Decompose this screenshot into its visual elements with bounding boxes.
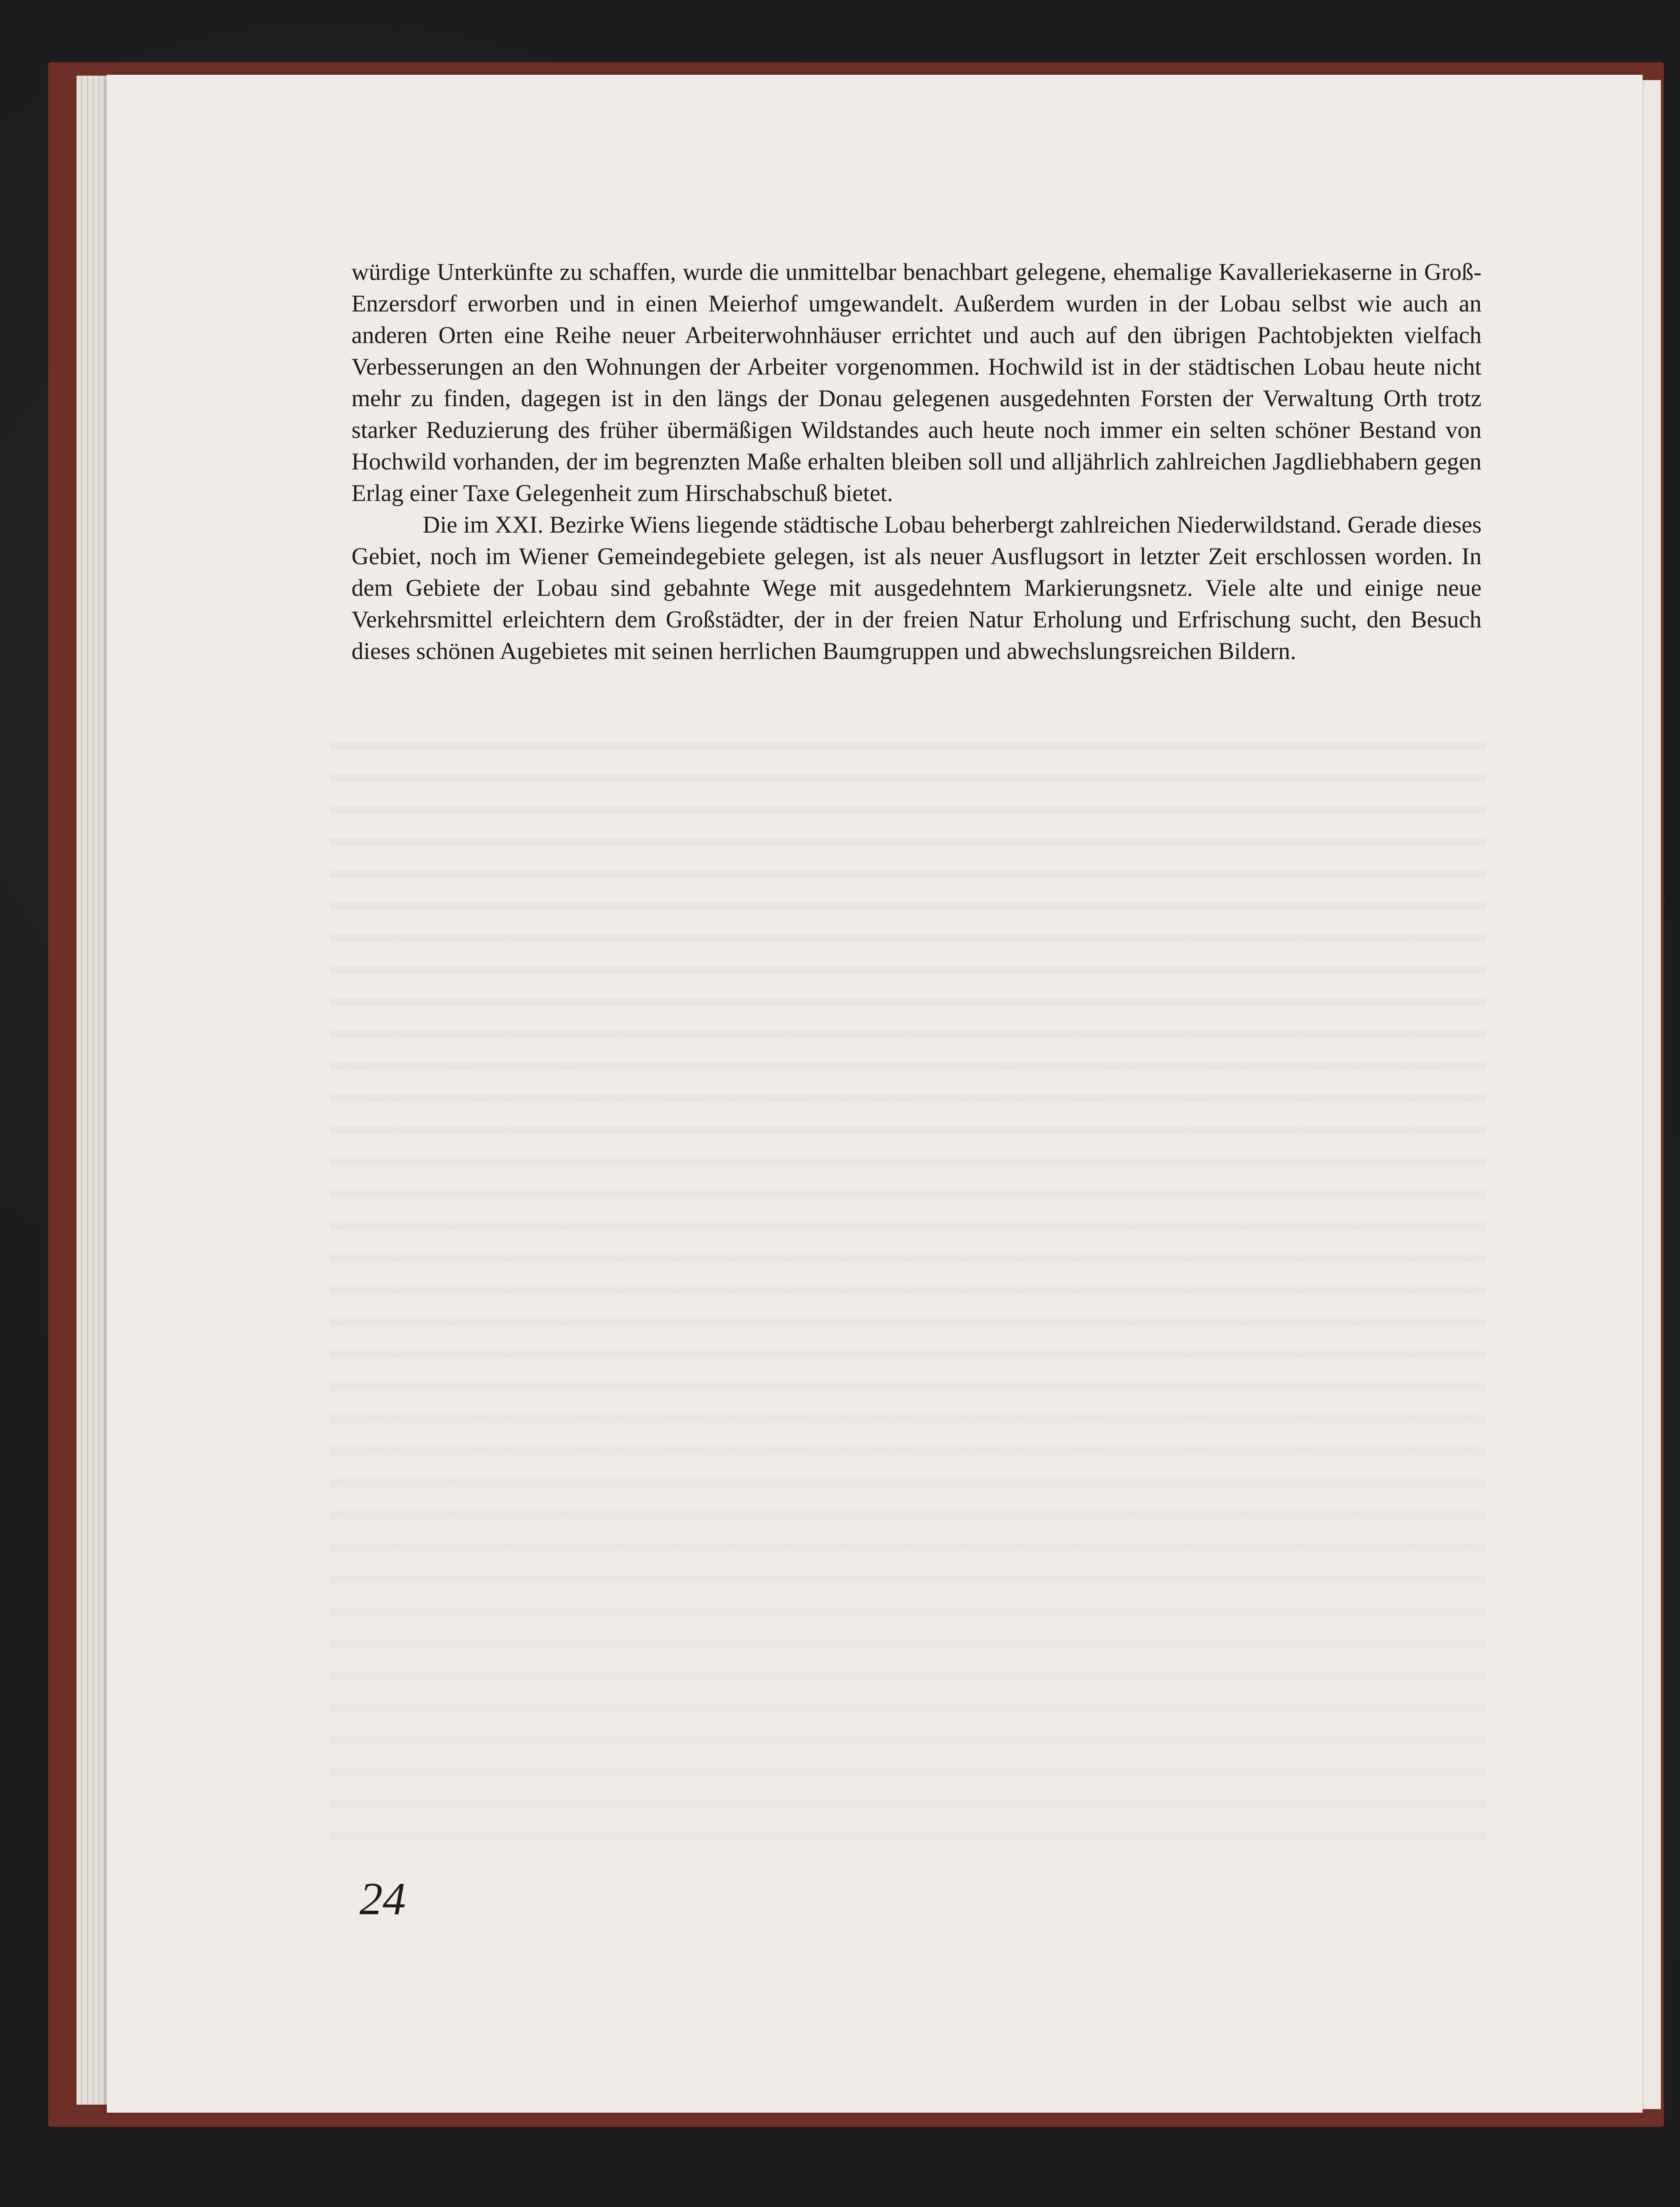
paragraph-1: würdige Unterkünfte zu schaffen, wurde die unmittelbar benachbart gelegene, ehemalige Kavalleriekaserne in Groß-Enzersdorf erworben und in einen Meierhof umgewandelt. Außerdem wurden in der Lobau selbst wie auch an anderen Orten eine Reihe neuer Arbeiterwohnhäuser errichtet und auch auf den übrigen Pachtobjekten vielfach Verbesserungen an den Wohnungen der Arbeiter vorgenommen. Hochwild ist in der städtischen Lobau heute nicht mehr zu finden, dagegen ist in den längs der Donau gelegenen ausgedehnten Forsten der Verwaltung Orth trotz starker Reduzierung des früher übermäßigen Wildstandes auch heute noch immer ein selten schöner Bestand von Hochwild vorhanden, der im begrenzten Maße erhalten bleiben soll und alljährlich zahlreichen Jagdliebhabern gegen Erlag einer Taxe Gelegenheit zum Hirschabschuß bietet. bbox=[351, 259, 1482, 506]
body-text bbox=[351, 256, 1482, 667]
show-through bbox=[329, 742, 1486, 1855]
book-page bbox=[107, 75, 1643, 2113]
page-number: 24 bbox=[359, 1873, 406, 1924]
paragraph-2: Die im XXI. Bezirke Wiens liegende städtische Lobau beherbergt zahlreichen Niederwildstand. Gerade dieses Gebiet, noch im Wiener Gemeindegebiete gelegen, ist als neuer Ausflugsort in letzter Zeit erschlossen worden. In dem Gebiete der Lobau sind gebahnte Wege mit ausgedehntem Markierungsnetz. Viele alte und einige neue Verkehrsmittel erleichtern dem Großstädter, der in der freien Natur Erholung und Erfrischung sucht, den Besuch dieses schönen Augebietes mit seinen herrlichen Baumgruppen und abwechslungsreichen Bildern. bbox=[351, 511, 1482, 664]
next-page-edge bbox=[1642, 80, 1661, 2109]
